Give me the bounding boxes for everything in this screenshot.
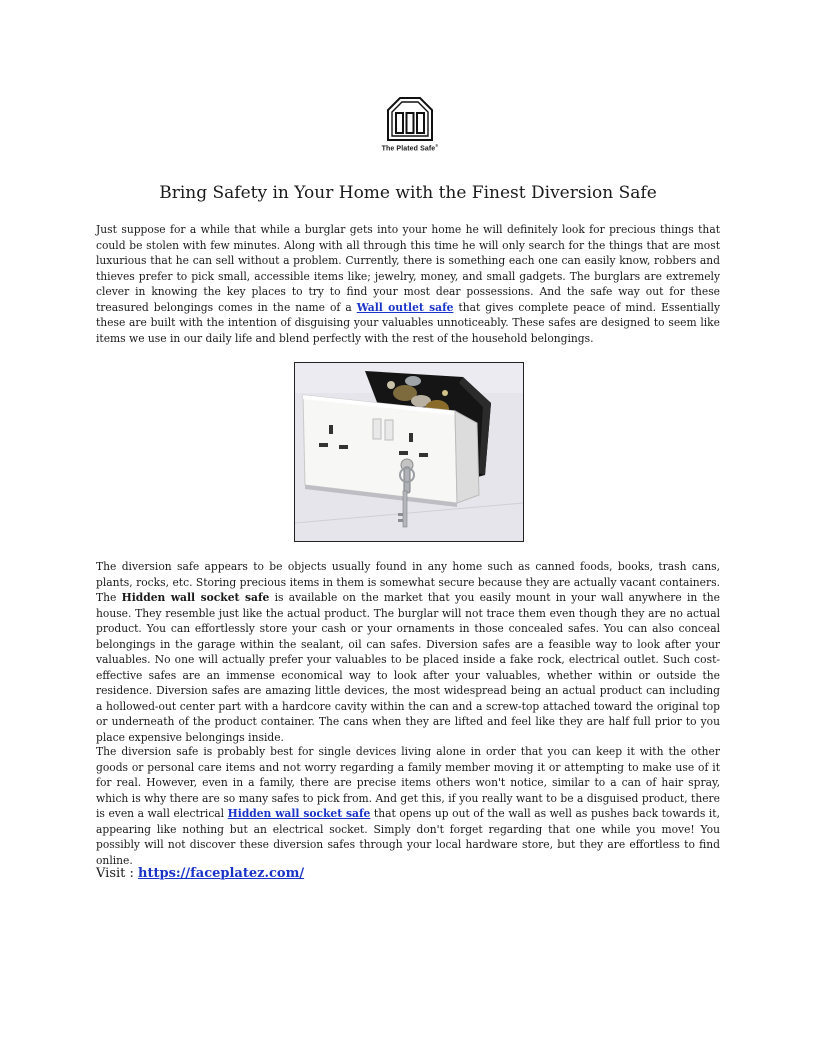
wall-outlet-safe-link[interactable]: Wall outlet safe xyxy=(356,300,454,314)
wall-socket-safe-photo xyxy=(294,362,524,542)
logo-text: The Plated Safe® xyxy=(381,143,439,153)
paragraph-diversion-safe: The diversion safe appears to be objects usually found in any home such as canned foods, books, trash cans, plants, rocks, etc. Storing precious items in them is somewhat secure because they are actually vacant containers. The Hidden wall socket safe is available on the market that you easily mount in your wall anywhere in the house. They resemble just like the actual product. The burglar will not trace them even though they are no actual product. You can effortlessly store your cash or your ornaments in those concealed safes. You can also conceal belongings in the garage within the sealant, oil can safes. Diversion safes are a feasible way to look after your valuables. No one will actually prefer your valuables to be placed inside a fake rock, electrical outlet. Such cost-effective safes are an immense economical way to look after your valuables, whether within or outside the residence. Diversion safes are amazing little devices, the most widespread being an actual product can including a hollowed-out center part with a hardcore cavity within the can and a screw-top attached toward the original top or underneath of the product container. The cans when they are lifted and feel like they are half full prior to you place expensive belongings inside. xyxy=(96,560,721,744)
paragraph-intro: Just suppose for a while that while a burglar gets into your home he will definitely look for precious things that could be stolen with few minutes. Along with all through this time he will only search for the things that are most luxurious that he can sell without a problem. Currently, there is something each one can easily know, robbers and thieves prefer to pick small, accessible items like; jewelry, money, and small gadgets. The burglars are extremely clever in knowing the key places to try to find your most dear possessions. And the safe way out for these treasured belongings comes in the name of a Wall outlet safe that gives complete peace of mind. Essentially these are built with the intention of disguising your valuables unnoticeably. These safes are designed to seem like items we use in our daily life and blend perfectly with the rest of the household belongings. xyxy=(96,223,721,345)
visit-label: Visit : xyxy=(96,866,139,881)
website-link[interactable]: https://faceplatez.com/ xyxy=(138,866,305,881)
visit-line xyxy=(96,866,304,881)
logo xyxy=(378,97,442,157)
paragraph-single-devices: The diversion safe is probably best for single devices living alone in order that you can keep it with the other goods or personal care items and not worry regarding a family member moving it or attempting to make use of it for real. However, even in a family, there are precise items others won't notice, similar to a can of hair spray, which is why there are so many safes to pick from. And get this, if you really want to be a disguised product, there is even a wall electrical Hidden wall socket safe that opens up out of the wall as well as pushes back towards it, appearing like nothing but an electrical socket. Simply don't forget regarding that one while you move! You possibly will not discover these diversion safes through your local hardware store, but they are effortless to find online. xyxy=(96,745,720,867)
page-title: Bring Safety in Your Home with the Finest Diversion Safe xyxy=(159,183,657,203)
hidden-wall-socket-safe-bold: Hidden wall socket safe xyxy=(121,591,270,604)
plated-safe-logo-icon xyxy=(387,97,433,141)
hidden-wall-socket-safe-link[interactable]: Hidden wall socket safe xyxy=(227,807,371,820)
